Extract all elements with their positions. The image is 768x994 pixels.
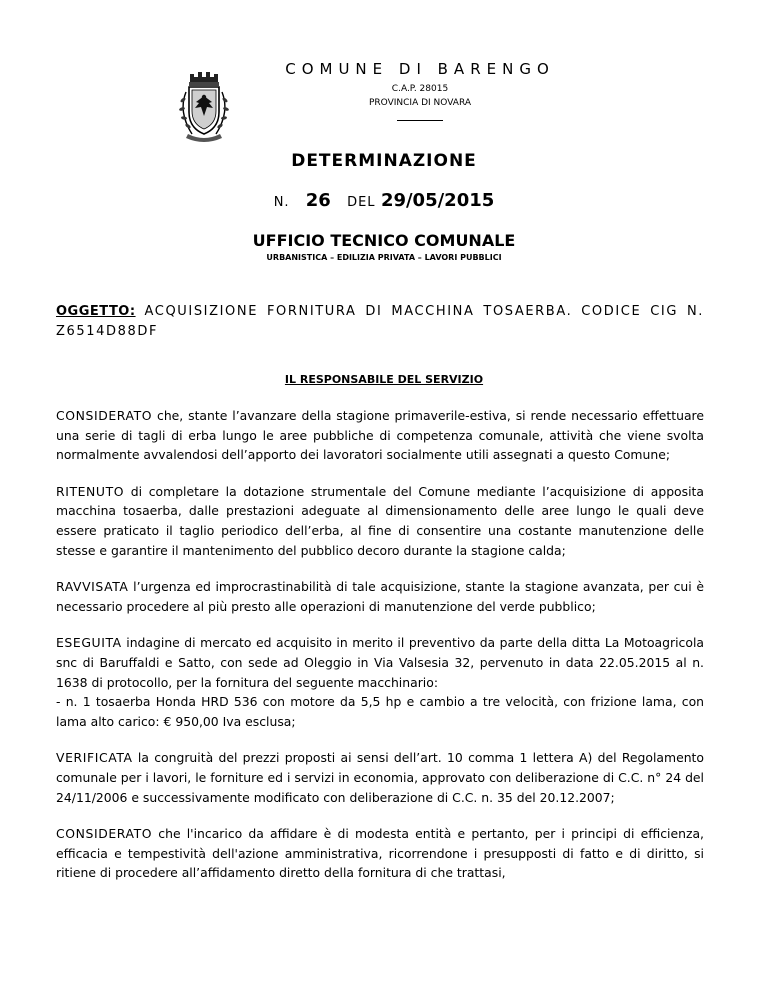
- province: PROVINCIA DI NOVARA: [369, 98, 471, 108]
- paragraph: [56, 406, 704, 465]
- paragraph-text: la congruità del prezzi proposti ai sensi dell’art. 10 comma 1 lettera A) del Regolamento comunale per i lavori, le forniture ed i servizi in economia, approvato con deliberazione di C.C. n° 24 del 24/11/2006 e successivamente modificato con deliberazione di C.C. n. 35 del 20.12.2007;: [56, 750, 704, 805]
- letterhead: [250, 56, 590, 121]
- paragraph-text: che, stante l’avanzare della stagione primaverile-estiva, si rende necessario effettuare una serie di tagli di erba lungo le aree pubbliche di competenza comunale, attività che viene svolta normalmente avvalendosi dell’apporto dei lavoratori socialmente utili assegnati a questo Comune;: [56, 408, 704, 463]
- paragraph: [56, 633, 704, 731]
- paragraph-keyword: RITENUTO: [56, 483, 125, 499]
- comune-name: COMUNE DI BARENGO: [285, 60, 555, 78]
- subject-label: OGGETTO:: [56, 304, 136, 319]
- paragraph-keyword: RAVVISATA: [56, 579, 129, 595]
- determination-number-line: [0, 190, 768, 211]
- postal-code: C.A.P. 28015: [391, 84, 449, 94]
- paragraph: [56, 824, 704, 883]
- document-body: [56, 406, 704, 900]
- subject-text: ACQUISIZIONE FORNITURA DI MACCHINA TOSAERBA. CODICE CIG N. Z6514D88DF: [56, 304, 704, 339]
- paragraph-keyword: ESEGUITA: [56, 635, 122, 651]
- section-heading: IL RESPONSABILE DEL SERVIZIO: [284, 373, 484, 386]
- paragraph: [56, 748, 704, 807]
- paragraph-item: - n. 1 tosaerba Honda HRD 536 con motore da 5,5 hp e cambio a tre velocità, con frizione lama, con lama alto carico: € 950,00 Iva esclusa;: [56, 694, 704, 729]
- number-label: N.: [273, 195, 290, 210]
- document-type-title: DETERMINAZIONE: [291, 151, 477, 171]
- subject-block: [56, 302, 704, 342]
- coat-of-arms-emblem: [172, 68, 236, 148]
- header-divider: [397, 120, 443, 121]
- paragraph-text: indagine di mercato ed acquisito in merito il preventivo da parte della ditta La Motoagricola snc di Baruffaldi e Satto, con sede ad Oleggio in Via Valsesia 32, pervenuto in data 22.05.2015 al n. 1638 di protocollo, per la fornitura del seguente macchinario:: [56, 635, 704, 690]
- paragraph-keyword: CONSIDERATO: [56, 408, 153, 423]
- paragraph-keyword: CONSIDERATO: [56, 826, 153, 842]
- determination-number: 26: [305, 190, 331, 211]
- paragraph: [56, 482, 704, 560]
- paragraph-text: l’urgenza ed improcrastinabilità di tale acquisizione, stante la stagione avanzata, per cui è necessario procedere al più presto alle operazioni di manutenzione del verde pubblico;: [56, 579, 704, 614]
- paragraph-text: di completare la dotazione strumentale del Comune mediante l’acquisizione di apposita macchina tosaerba, dalle prestazioni adeguate al dimensionamento delle aree lungo le quali deve essere praticato il taglio periodico dell’erba, al fine di consentire una costante manutenzione delle stesse e garantire il mantenimento del pubblico decoro durante la stagione calda;: [56, 483, 704, 558]
- office-title: UFFICIO TECNICO COMUNALE: [252, 231, 516, 250]
- date-label: DEL: [347, 195, 376, 210]
- determination-date: 29/05/2015: [380, 190, 495, 211]
- paragraph-text: che l'incarico da affidare è di modesta entità e pertanto, per i principi di efficienza, efficacia e tempestività dell'azione amministrativa, ricorrendone i presupposti di fatto e di diritto, si ritiene di procedere all’affidamento diretto della fornitura di che trattasi,: [56, 826, 704, 881]
- paragraph-keyword: VERIFICATA: [56, 750, 133, 766]
- paragraph: [56, 577, 704, 616]
- office-subtitle: URBANISTICA – EDILIZIA PRIVATA – LAVORI PUBBLICI: [266, 253, 502, 262]
